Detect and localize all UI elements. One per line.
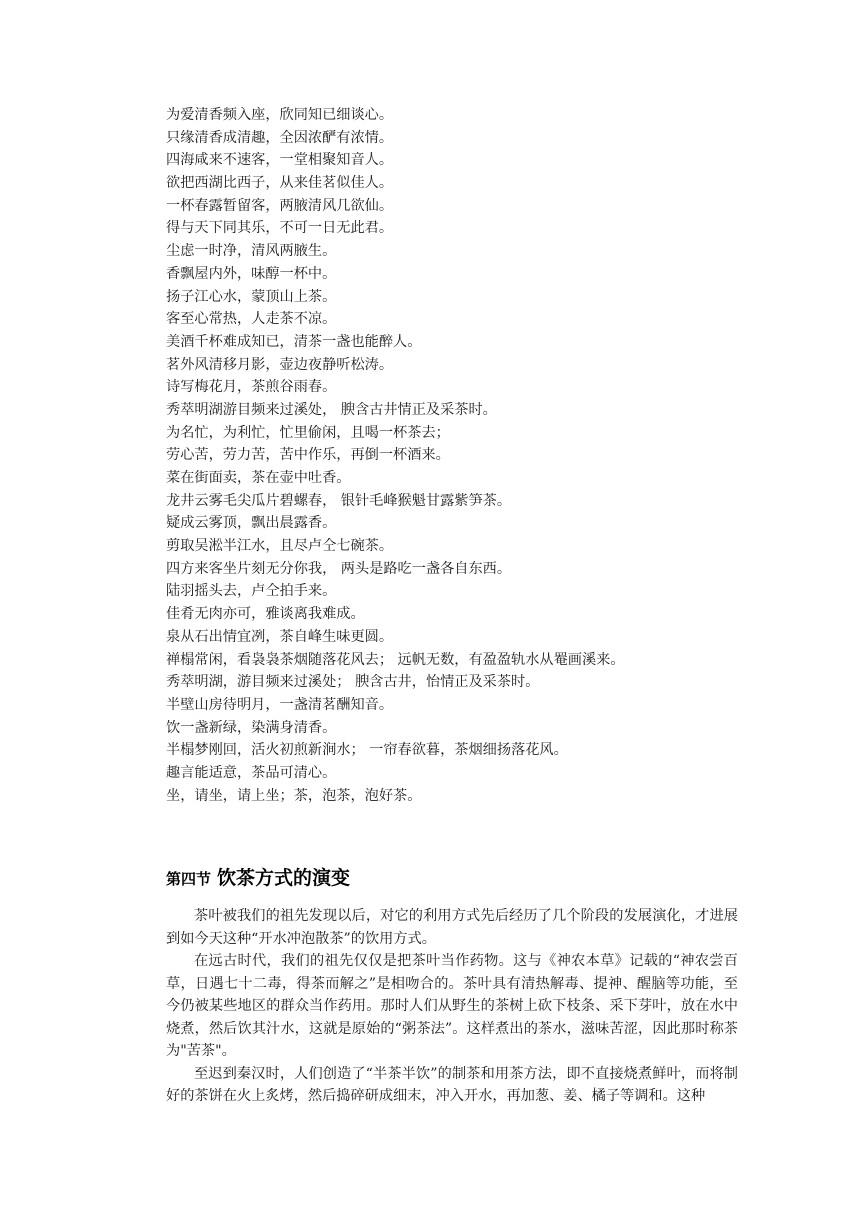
couplet-line: 为爱清香频入座，欣同知已细谈心。 bbox=[166, 107, 394, 123]
couplet-line: 扬子江心水，蒙顶山上茶。 bbox=[166, 288, 337, 305]
couplet-line: 香飘屋内外，味醇一杯中。 bbox=[166, 265, 337, 282]
body-paragraph: 在远古时代，我们的祖先仅仅是把茶叶当作药物。这与《神农本草》记载的“神农尝百草，日遇七十二毒，得茶而解之”是相吻合的。茶叶具有清热解毒、提神、醒脑等功能，至今仍被某些地区的群众当作药用。那时人们从野生的茶树上砍下枝条、采下芽叶，放在水中烧煮，然后饮其汁水，这就是原始的“粥茶法”。这样煮出的茶水，滋味苦涩，因此那时称茶为"苦茶"。 bbox=[166, 953, 738, 1059]
body-paragraph: 至迟到秦汉时，人们创造了“半茶半饮”的制茶和用茶方法，即不直接烧煮鲜叶，而将制好的茶饼在火上炙烤，然后捣碎研成细末，冲入开水，再加葱、姜、橘子等调和。这种 bbox=[166, 1065, 738, 1104]
couplet-line: 为名忙，为利忙，忙里偷闲，且喝一杯茶去； bbox=[166, 424, 450, 441]
couplet-line: 只缘清香成清趣，全因浓酽有浓情。 bbox=[166, 129, 394, 146]
couplet-line: 客至心常热，人走茶不凉。 bbox=[166, 311, 337, 328]
couplet-line: 四海咸来不速客，一堂相聚知音人。 bbox=[166, 152, 394, 169]
couplet-line: 龙井云雾毛尖瓜片碧螺春， 银针毛峰猴魁甘露紫笋茶。 bbox=[166, 492, 512, 509]
couplet-line: 劳心苦，劳力苦，苦中作乐，再倒一杯酒来。 bbox=[166, 447, 450, 464]
section-title: 饮茶方式的演变 bbox=[217, 867, 351, 889]
couplet-line: 菜在街面卖，茶在壶中吐香。 bbox=[166, 470, 351, 486]
couplet-line: 禅榻常闲，看袅袅茶烟随落花风去； 远帆无数，有盈盈轨水从罨画溪来。 bbox=[166, 651, 625, 668]
couplet-line: 尘虑一时净，清风两腋生。 bbox=[166, 243, 337, 260]
couplet-line: 剪取吴淞半江水，且尽卢仝七碗茶。 bbox=[166, 538, 394, 555]
couplet-line: 疑成云雾顶，飘出晨露香。 bbox=[166, 515, 337, 532]
couplet-line: 一杯春露暂留客，两腋清风几欲仙。 bbox=[166, 197, 394, 214]
couplet-line: 得与天下同其乐，不可一日无此君。 bbox=[166, 220, 394, 237]
couplet-line: 半壁山房待明月，一盏清茗酬知音。 bbox=[166, 696, 394, 713]
couplet-line: 四方来客坐片刻无分你我， 两头是路吃一盏各自东西。 bbox=[166, 560, 512, 577]
couplet-line: 泉从石出情宜冽，茶自峰生味更圆。 bbox=[166, 628, 394, 645]
couplet-line: 坐，请坐，请上坐；茶，泡茶，泡好茶。 bbox=[166, 787, 422, 804]
section-heading bbox=[166, 862, 350, 890]
couplet-line: 美酒千杯难成知已，清茶一盏也能醉人。 bbox=[166, 333, 422, 350]
couplet-line: 陆羽摇头去，卢仝拍手来。 bbox=[166, 583, 337, 600]
couplet-line: 欲把西湖比西子，从来佳茗似佳人。 bbox=[166, 175, 394, 192]
tea-couplet-list bbox=[166, 104, 786, 807]
section-number: 第四节 bbox=[166, 870, 212, 888]
couplet-line: 诗写梅花月，茶煎谷雨春。 bbox=[166, 379, 337, 396]
section-body bbox=[166, 905, 738, 1108]
couplet-line: 半榻梦刚回，活火初煎新涧水； 一帘春欲暮，茶烟细扬落花风。 bbox=[166, 742, 568, 759]
couplet-line: 饮一盏新绿，染满身清香。 bbox=[166, 719, 337, 736]
couplet-line: 茗外风清移月影，壶边夜静听松涛。 bbox=[166, 356, 394, 373]
couplet-line: 趣言能适意，茶品可清心。 bbox=[166, 764, 337, 781]
body-paragraph: 茶叶被我们的祖先发现以后，对它的利用方式先后经历了几个阶段的发展演化，才进展到如今天这种“开水冲泡散茶”的饮用方式。 bbox=[166, 908, 738, 947]
couplet-line: 佳肴无肉亦可，雅谈离我难成。 bbox=[166, 606, 365, 623]
couplet-line: 秀萃明湖，游目频来过溪处； 腴含古井，怡情正及采茶时。 bbox=[166, 674, 540, 691]
couplet-line: 秀萃明湖游目频来过溪处， 腴含古井情正及采茶时。 bbox=[166, 401, 497, 418]
